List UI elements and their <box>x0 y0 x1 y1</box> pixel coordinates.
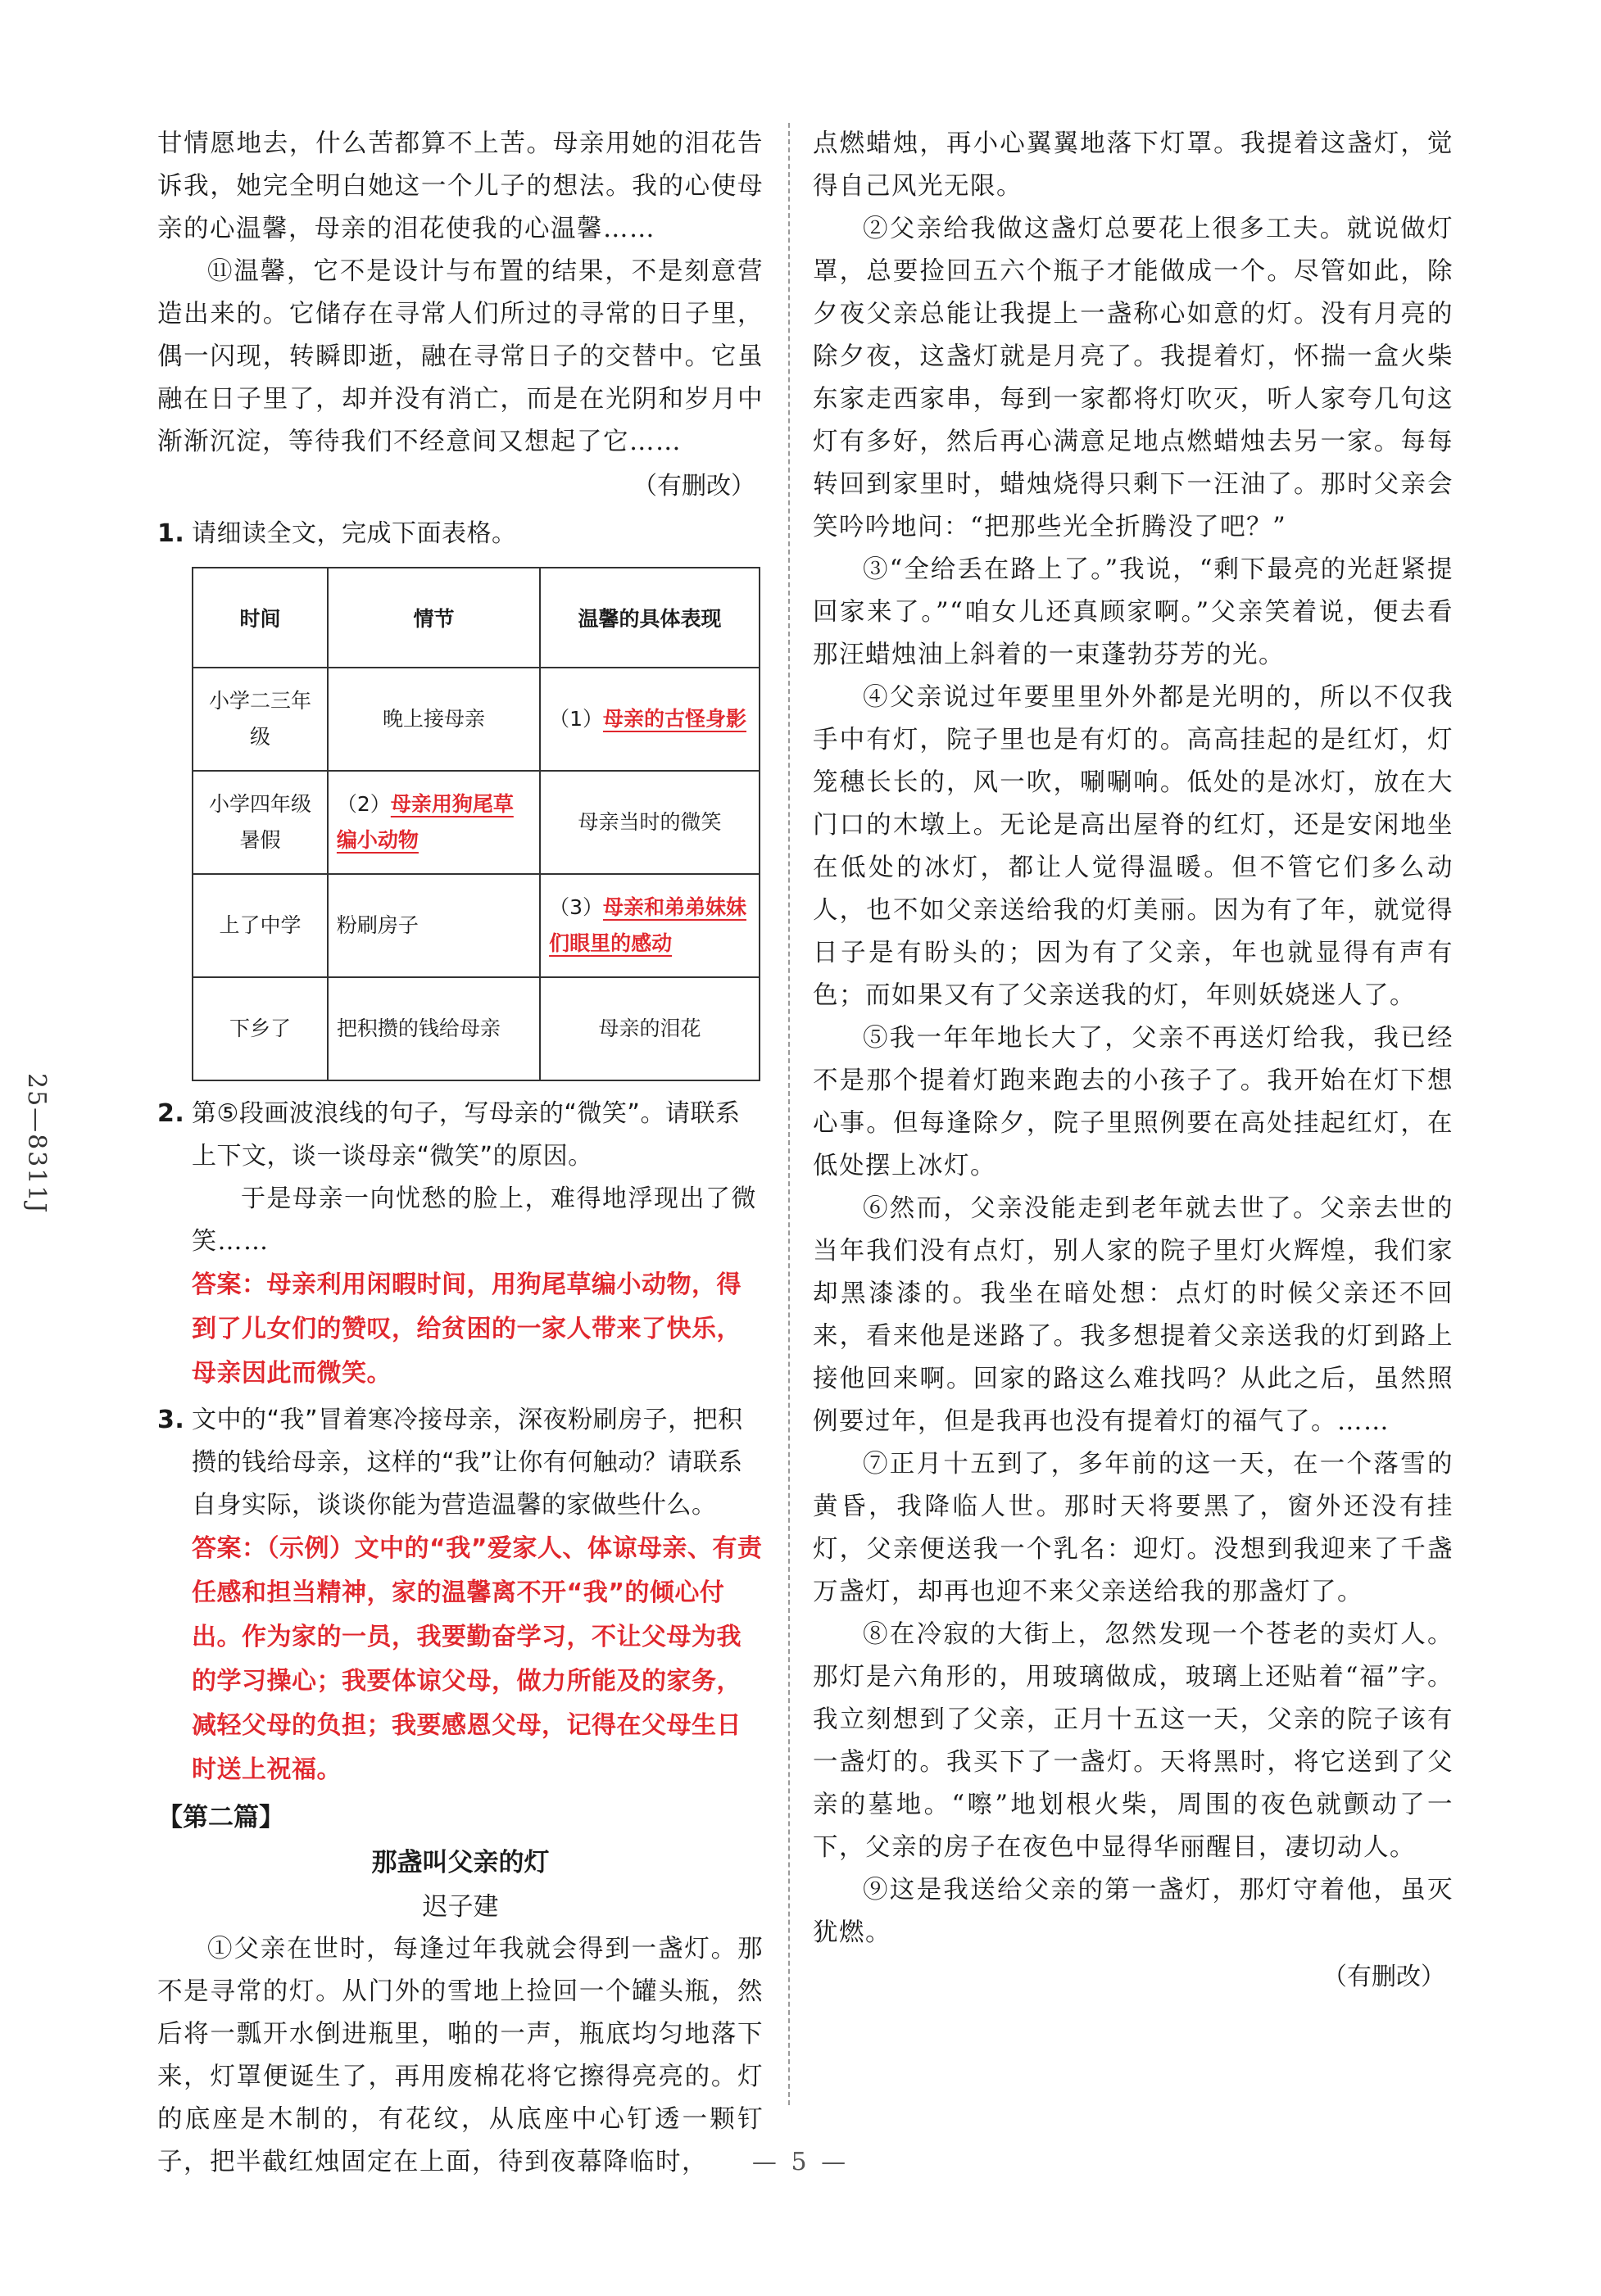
article-paragraph: ④父亲说过年要里里外外都是光明的，所以不仅我手中有灯，院子里也是有灯的。高高挂起的是红灯，灯笼穗长长的，风一吹，唰唰响。低处的是冰灯，放在大门口的木墩上。无论是高出屋脊的红灯，还是安闲地坐在低处的冰灯，都让人觉得温暖。但不管它们多么动人，也不如父亲送给我的灯美丽。因为有了年，就觉得日子是有盼头的；因为有了父亲，年也就显得有声有色；而如果又有了父亲送我的灯，年则妖娆迷人了。 <box>813 683 1454 1010</box>
blank-label: （3） <box>549 895 603 919</box>
blank-label: （1） <box>549 707 603 731</box>
article-author: 迟子建 <box>422 1892 499 1922</box>
answer-table <box>192 567 760 1081</box>
article-paragraph: ⑪温馨，它不是设计与布置的结果，不是刻意营造出来的。它储存在寻常人们所过的寻常的日子里，偶一闪现，转瞬即逝，融在寻常日子的交替中。它虽融在日子里了，却并没有消亡，而是在光阴和岁月中渐渐沉淀，等待我们不经意间又想起了它…… <box>157 257 764 456</box>
article-paragraph: 点燃蜡烛，再小心翼翼地落下灯罩。我提着这盏灯，觉得自己风光无限。 <box>813 129 1454 201</box>
article-paragraph: ⑧在冷寂的大街上，忽然发现一个苍老的卖灯人。那灯是六角形的，用玻璃做成，玻璃上还贴着“福”字。我立刻想到了父亲，正月十五这一天，父亲的院子该有一盏灯的。我买下了一盏灯。天将黑时，将它送到了父亲的墓地。“嚓”地划根火柴，周围的夜色就颤动了一下，父亲的房子在夜色中显得华丽醒目，凄切动人。 <box>813 1620 1454 1862</box>
time-cell: 上了中学 <box>193 874 328 977</box>
article-paragraph: ⑨这是我送给父亲的第一盏灯，那灯守着他，虽灭犹燃。 <box>813 1876 1454 1947</box>
source-note: （有删改） <box>633 472 755 500</box>
book-code: 25—8311J <box>22 1073 51 1215</box>
quoted-sentence: 于是母亲一向忧愁的脸上，难得地浮现出了微笑…… <box>192 1184 757 1256</box>
table-row <box>193 668 760 771</box>
plot-cell: 晚上接母亲 <box>328 668 540 771</box>
page-number: — 5 — <box>751 2148 850 2176</box>
article-paragraph: ②父亲给我做这盏灯总要花上很多工夫。就说做灯罩，总要捡回五六个瓶子才能做成一个。尽管如此，除夕夜父亲总能让我提上一盏称心如意的灯。没有月亮的除夕夜，这盏灯就是月亮了。我提着灯，怀揣一盒火柴东家走西家串，每到一家都将灯吹灭，听人家夸几句这灯有多好，然后再心满意足地点燃蜡烛去另一家。每每转回到家里时，蜡烛烧得只剩下一汪油了。那时父亲会笑吟吟地问：“把那些光全折腾没了吧？” <box>813 215 1454 541</box>
table-row <box>193 874 760 977</box>
question-number: 3. <box>157 1406 185 1434</box>
table-row <box>193 771 760 874</box>
answer-text: 答案：（示例）文中的“我”爱家人、体谅母亲、有责任感和担当精神，家的温馨离不开“我”的倾心付出。作为家的一员，我要勤奋学习，不让父母为我的学习操心；我要体谅父母，做力所能及的家务，减轻父母的负担；我要感恩父母，记得在父母生日时送上祝福。 <box>192 1534 763 1784</box>
table-header: 情节 <box>328 568 540 668</box>
article-title: 那盏叫父亲的灯 <box>371 1848 550 1877</box>
warm-cell <box>540 874 760 977</box>
table-header-row <box>193 568 760 668</box>
source-note: （有删改） <box>1322 1963 1445 1991</box>
warm-cell: 母亲的泪花 <box>540 977 760 1080</box>
question-number: 1. <box>157 519 185 548</box>
section-tag: 【第二篇】 <box>157 1803 284 1832</box>
answer-text: 答案：母亲利用闲暇时间，用狗尾草编小动物，得到了儿女们的赞叹，给贫困的一家人带来了快乐，母亲因此而微笑。 <box>192 1270 742 1388</box>
time-cell: 小学四年级暑假 <box>193 771 328 874</box>
time-cell: 小学二三年级 <box>193 668 328 771</box>
plot-cell: 把积攒的钱给母亲 <box>328 977 540 1080</box>
article-paragraph: ⑦正月十五到了，多年前的这一天，在一个落雪的黄昏，我降临人世。那时天将要黑了，窗外还没有挂灯，父亲便送我一个乳名：迎灯。没想到我迎来了千盏万盏灯，却再也迎不来父亲送给我的那盏灯了。 <box>813 1450 1454 1606</box>
article-paragraph: 甘情愿地去，什么苦都算不上苦。母亲用她的泪花告诉我，她完全明白她这一个儿子的想法。我的心使母亲的心温馨，母亲的泪花使我的心温馨…… <box>157 129 764 243</box>
question-text: 请细读全文，完成下面表格。 <box>192 519 517 548</box>
column-divider <box>788 123 790 2105</box>
question-text: 文中的“我”冒着寒冷接母亲，深夜粉刷房子，把积攒的钱给母亲，这样的“我”让你有何触动？请联系自身实际，谈谈你能为营造温馨的家做些什么。 <box>192 1406 743 1519</box>
filled-answer: 母亲的古怪身影 <box>602 707 746 731</box>
warm-cell <box>540 668 760 771</box>
plot-cell <box>328 771 540 874</box>
right-column <box>813 123 1454 2000</box>
question-3 <box>157 1399 764 1527</box>
filled-answer: 母亲和弟弟妹妹们眼里的感动 <box>549 895 746 955</box>
plot-cell: 粉刷房子 <box>328 874 540 977</box>
article-paragraph: ⑥然而，父亲没能走到老年就去世了。父亲去世的当年我们没有点灯，别人家的院子里灯火辉煌，我们家却黑漆漆的。我坐在暗处想：点灯的时候父亲还不回来，看来他是迷路了。我多想提着父亲送我的灯到路上接他回来啊。回家的路这么难找吗？从此之后，虽然照例要过年，但是我再也没有提着灯的福气了。…… <box>813 1194 1454 1436</box>
question-1 <box>157 513 764 555</box>
table-row <box>193 977 760 1080</box>
article-paragraph: ①父亲在世时，每逢过年我就会得到一盏灯。那不是寻常的灯。从门外的雪地上捡回一个罐头瓶，然后将一瓢开水倒进瓶里，啪的一声，瓶底均匀地落下来，灯罩便诞生了，再用废棉花将它擦得亮亮的。灯的底座是木制的，有花纹，从底座中心钉透一颗钉子，把半截红烛固定在上面，待到夜幕降临时， <box>157 1935 764 2176</box>
question-2 <box>157 1093 764 1178</box>
table-header: 温馨的具体表现 <box>540 568 760 668</box>
article-paragraph: ⑤我一年年地长大了，父亲不再送灯给我，我已经不是那个提着灯跑来跑去的小孩子了。我开始在灯下想心事。但每逢除夕，院子里照例要在高处挂起红灯，在低处摆上冰灯。 <box>813 1024 1454 1180</box>
blank-label: （2） <box>336 792 391 816</box>
filled-answer: 母亲用狗尾草编小动物 <box>336 792 514 852</box>
article-paragraph: ③“全给丢在路上了。”我说，“剩下最亮的光赶紧提回家来了。”“咱女儿还真顾家啊。”父亲笑着说，便去看那汪蜡烛油上斜着的一束蓬勃芬芳的光。 <box>813 555 1454 669</box>
left-column <box>157 123 764 2184</box>
question-number: 2. <box>157 1099 185 1128</box>
time-cell: 下乡了 <box>193 977 328 1080</box>
question-text: 第⑤段画波浪线的句子，写母亲的“微笑”。请联系上下文，谈一谈母亲“微笑”的原因。 <box>192 1099 741 1171</box>
table-header: 时间 <box>193 568 328 668</box>
warm-cell: 母亲当时的微笑 <box>540 771 760 874</box>
